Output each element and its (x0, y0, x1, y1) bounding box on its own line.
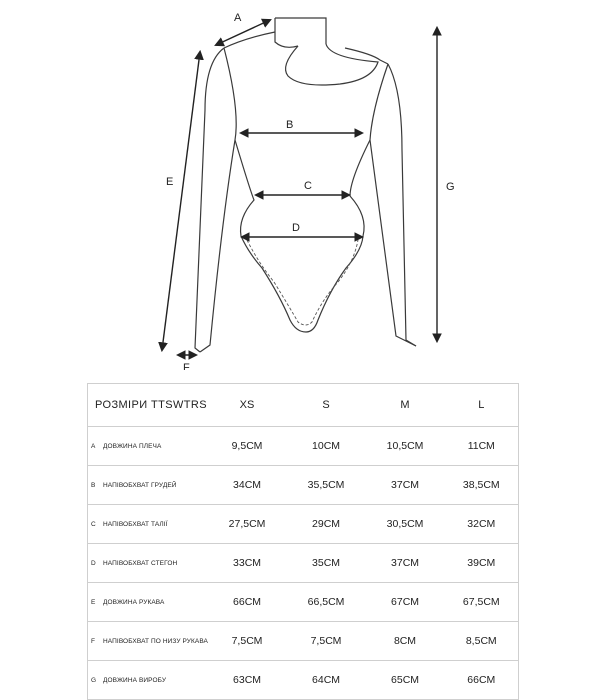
size-value: 37СМ (366, 466, 445, 505)
table-title: РОЗМІРИ TTSWTRS (88, 384, 208, 427)
measurement-label: НАПІВОБХВАТ ПО НИЗУ РУКАВА (103, 637, 208, 645)
size-value: 66,5СМ (287, 583, 366, 622)
table-row (88, 544, 519, 583)
label-e: E (166, 176, 174, 188)
size-value: 27,5СМ (208, 505, 287, 544)
size-value: 32СМ (445, 505, 519, 544)
measurement-label: ДОВЖИНА РУКАВА (103, 598, 165, 606)
table-row (88, 505, 519, 544)
size-xs-header: XS (208, 384, 287, 427)
measurement-name (88, 544, 208, 583)
measurement-name (88, 505, 208, 544)
measurement-letter: B (91, 481, 96, 489)
size-value: 9,5СМ (208, 427, 287, 466)
size-value: 8,5СМ (445, 622, 519, 661)
size-value: 66СМ (445, 661, 519, 700)
measurement-label: НАПІВОБХВАТ ГРУДЕЙ (103, 481, 177, 489)
measurement-label: ДОВЖИНА ВИРОБУ (103, 676, 167, 684)
size-value: 34СМ (208, 466, 287, 505)
size-value: 10,5СМ (366, 427, 445, 466)
table-row (88, 661, 519, 700)
size-value: 65СМ (366, 661, 445, 700)
size-value: 30,5СМ (366, 505, 445, 544)
measurement-letter: C (91, 520, 96, 528)
measurement-label: ДОВЖИНА ПЛЕЧА (103, 442, 162, 450)
label-a: A (234, 12, 242, 24)
measurement-label: НАПІВОБХВАТ СТЕГОН (103, 559, 178, 567)
measurement-name (88, 583, 208, 622)
measurement-name (88, 661, 208, 700)
size-value: 29СМ (287, 505, 366, 544)
size-value: 39СМ (445, 544, 519, 583)
size-s-header: S (287, 384, 366, 427)
measurement-letter: A (91, 442, 96, 450)
size-value: 7,5СМ (287, 622, 366, 661)
table-header-row (88, 384, 519, 427)
measurement-name (88, 466, 208, 505)
label-g: G (446, 181, 455, 193)
size-l-header: L (445, 384, 519, 427)
size-value: 66СМ (208, 583, 287, 622)
measurement-labels (166, 12, 455, 370)
label-c: C (304, 180, 312, 192)
measurement-label: НАПІВОБХВАТ ТАЛІЇ (103, 520, 168, 528)
size-value: 35СМ (287, 544, 366, 583)
measurement-letter: D (91, 559, 96, 567)
size-value: 37СМ (366, 544, 445, 583)
size-value: 63СМ (208, 661, 287, 700)
label-d: D (292, 222, 300, 234)
measurement-name (88, 427, 208, 466)
size-value: 8СМ (366, 622, 445, 661)
size-value: 67,5СМ (445, 583, 519, 622)
measurement-letter: G (91, 676, 97, 684)
measurement-letter: E (91, 598, 96, 606)
size-value: 67СМ (366, 583, 445, 622)
arrow-a (216, 20, 270, 45)
size-value: 33СМ (208, 544, 287, 583)
label-b: B (286, 119, 294, 131)
size-value: 64СМ (287, 661, 366, 700)
size-value: 38,5СМ (445, 466, 519, 505)
table-row (88, 427, 519, 466)
table-row (88, 583, 519, 622)
arrow-e (162, 52, 200, 350)
size-m-header: M (366, 384, 445, 427)
size-value: 35,5СМ (287, 466, 366, 505)
table-row (88, 622, 519, 661)
size-value: 11СМ (445, 427, 519, 466)
measurement-letter: F (91, 637, 96, 645)
table-row (88, 466, 519, 505)
label-f: F (183, 362, 190, 370)
measurements (162, 20, 437, 355)
size-value: 10СМ (287, 427, 366, 466)
measurement-name (88, 622, 208, 661)
size-value: 7,5СМ (208, 622, 287, 661)
size-chart-table (87, 383, 519, 700)
